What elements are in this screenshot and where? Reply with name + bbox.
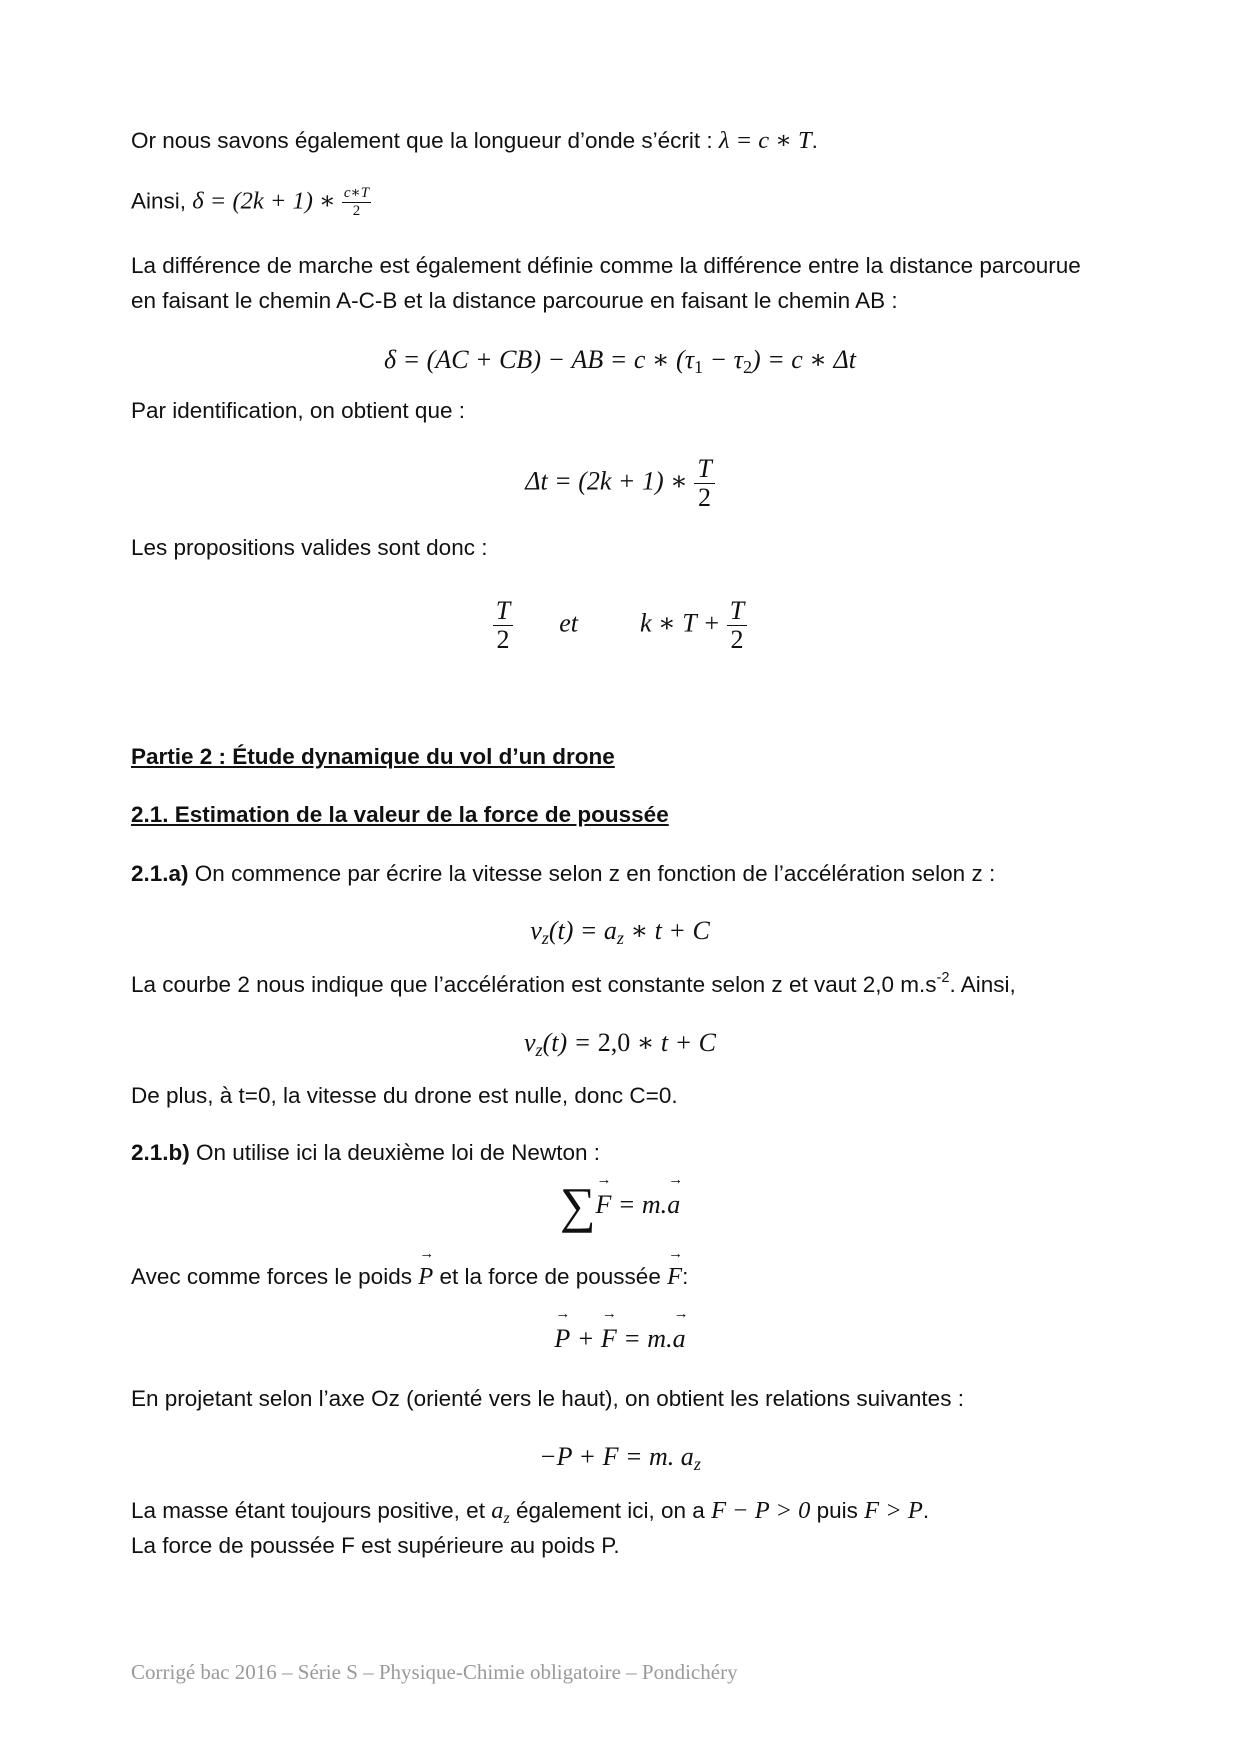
eq-part: ∗ t + C — [630, 1028, 716, 1057]
math-wavelength: λ = c ∗ T — [718, 127, 812, 154]
eq-part: v — [523, 1028, 536, 1057]
paragraph-forces — [131, 1262, 688, 1292]
page-footer: Corrigé bac 2016 – Série S – Physique-Chimie obligatoire – Pondichéry — [131, 1660, 738, 1684]
paragraph-initial-condition: De plus, à t=0, la vitesse du drone est nulle, donc C=0. — [131, 1083, 678, 1108]
numerator: c∗T — [343, 185, 370, 201]
paragraph-difference-line1: La différence de marche est également définie comme la différence entre la distance parcourue — [131, 253, 1081, 278]
numerator: T — [727, 597, 747, 626]
subscript: 2 — [742, 357, 753, 377]
text: Or nous savons également que la longueur d’onde s’écrit : — [131, 128, 719, 153]
text: . — [811, 128, 818, 153]
small-fraction — [342, 185, 371, 220]
eq-part: v — [530, 916, 542, 945]
text: On utilise ici la deuxième loi de Newton : — [189, 1140, 600, 1165]
numerator: T — [694, 455, 714, 484]
paragraph-propositions: Les propositions valides sont donc : — [131, 535, 488, 560]
text: La masse étant toujours positive, et — [131, 1498, 492, 1523]
heading-2-1: 2.1. Estimation de la valeur de la force de poussée — [131, 802, 669, 827]
math-a: a — [491, 1497, 504, 1524]
equation-velocity-value — [0, 1026, 1240, 1060]
eq-et: et — [559, 608, 578, 638]
text: . — [922, 1498, 930, 1523]
eq-part: k ∗ T + — [640, 608, 727, 638]
text: et la force de poussée — [433, 1264, 668, 1289]
equation-path-difference — [0, 343, 1240, 377]
subscript: z — [693, 1454, 701, 1474]
vector-F: → F — [601, 1322, 617, 1356]
paragraph-identification: Par identification, on obtient que : — [131, 398, 465, 423]
text: également ici, on a — [509, 1498, 712, 1523]
subscript: 1 — [694, 357, 704, 377]
equation-velocity-general — [0, 914, 1240, 948]
paragraph-difference-line2: en faisant le chemin A-C-B et la distance parcourue en faisant le chemin AB : — [131, 288, 898, 313]
vector-F: → F — [595, 1188, 611, 1222]
vector-a: → a — [667, 1188, 680, 1222]
denominator: 2 — [352, 203, 361, 219]
fraction — [727, 597, 747, 654]
paragraph-wavelength — [131, 126, 818, 156]
eq-part: + — [570, 1324, 601, 1353]
denominator: 2 — [698, 483, 712, 512]
paragraph-projection: En projetant selon l’axe Oz (orienté vers le haut), on obtient les relations suivantes : — [131, 1386, 964, 1411]
paragraph-courbe-2 — [131, 970, 1016, 1000]
paragraph-2-1-b — [131, 1138, 600, 1168]
heading-partie-2: Partie 2 : Étude dynamique du vol d’un drone — [131, 744, 615, 769]
question-label: 2.1.b) — [131, 1140, 190, 1165]
text: Avec comme forces le poids — [131, 1264, 419, 1289]
numerator: T — [493, 597, 513, 626]
math-delta: δ = (2k + 1) ∗ — [192, 187, 342, 215]
eq-part: ∗ t + C — [624, 916, 710, 945]
eq-part: δ = (AC + CB) − AB = c ∗ (τ — [384, 345, 694, 374]
text: Ainsi, — [131, 188, 193, 214]
text: . Ainsi, — [949, 972, 1016, 997]
eq-part: ) = c ∗ Δt — [752, 345, 856, 374]
eq-number: 2,0 — [597, 1028, 631, 1057]
math-inequality-1: F − P > 0 — [711, 1497, 811, 1524]
text: La courbe 2 nous indique que l’accélération est constante selon z et vaut 2,0 m.s — [131, 972, 937, 997]
subscript: z — [616, 928, 624, 948]
paragraph-conclusion-1 — [131, 1496, 929, 1526]
paragraph-2-1-a — [131, 859, 995, 889]
subscript: z — [541, 928, 549, 948]
eq-part: = m. — [616, 1324, 673, 1353]
fraction — [694, 455, 714, 512]
equation-delta-t — [0, 455, 1240, 512]
sum-symbol: ∑ — [559, 1177, 596, 1233]
equation-forces-vector — [0, 1322, 1240, 1356]
exponent: -2 — [936, 970, 950, 986]
vector-F: → F — [667, 1262, 682, 1292]
eq-part: − τ — [703, 345, 743, 374]
vector-a: → a — [673, 1322, 686, 1356]
fraction — [493, 597, 513, 654]
subscript: z — [535, 1040, 543, 1060]
text: : — [682, 1264, 689, 1289]
question-label: 2.1.a) — [131, 861, 189, 886]
eq-part: (t) = — [542, 1028, 598, 1057]
text: On commence par écrire la vitesse selon z en fonction de l’accélération selon z : — [188, 861, 996, 886]
denominator: 2 — [730, 625, 744, 654]
equation-projection — [0, 1440, 1240, 1474]
equation-newton — [0, 1177, 1240, 1233]
eq-part: Δt = (2k + 1) ∗ — [525, 466, 695, 496]
equation-valid-propositions — [0, 597, 1240, 654]
eq-part: −P + F = m. a — [539, 1442, 694, 1471]
subscript: z — [503, 1510, 510, 1527]
eq-part: = m. — [611, 1190, 668, 1219]
eq-part: (t) = a — [548, 916, 617, 945]
denominator: 2 — [496, 625, 510, 654]
paragraph-ainsi — [131, 185, 371, 220]
math-inequality-2: F > P — [864, 1497, 923, 1524]
vector-P: → P — [418, 1262, 433, 1292]
text: puis — [810, 1498, 865, 1523]
paragraph-conclusion-2: La force de poussée F est supérieure au poids P. — [131, 1533, 620, 1558]
vector-P: → P — [554, 1322, 570, 1356]
